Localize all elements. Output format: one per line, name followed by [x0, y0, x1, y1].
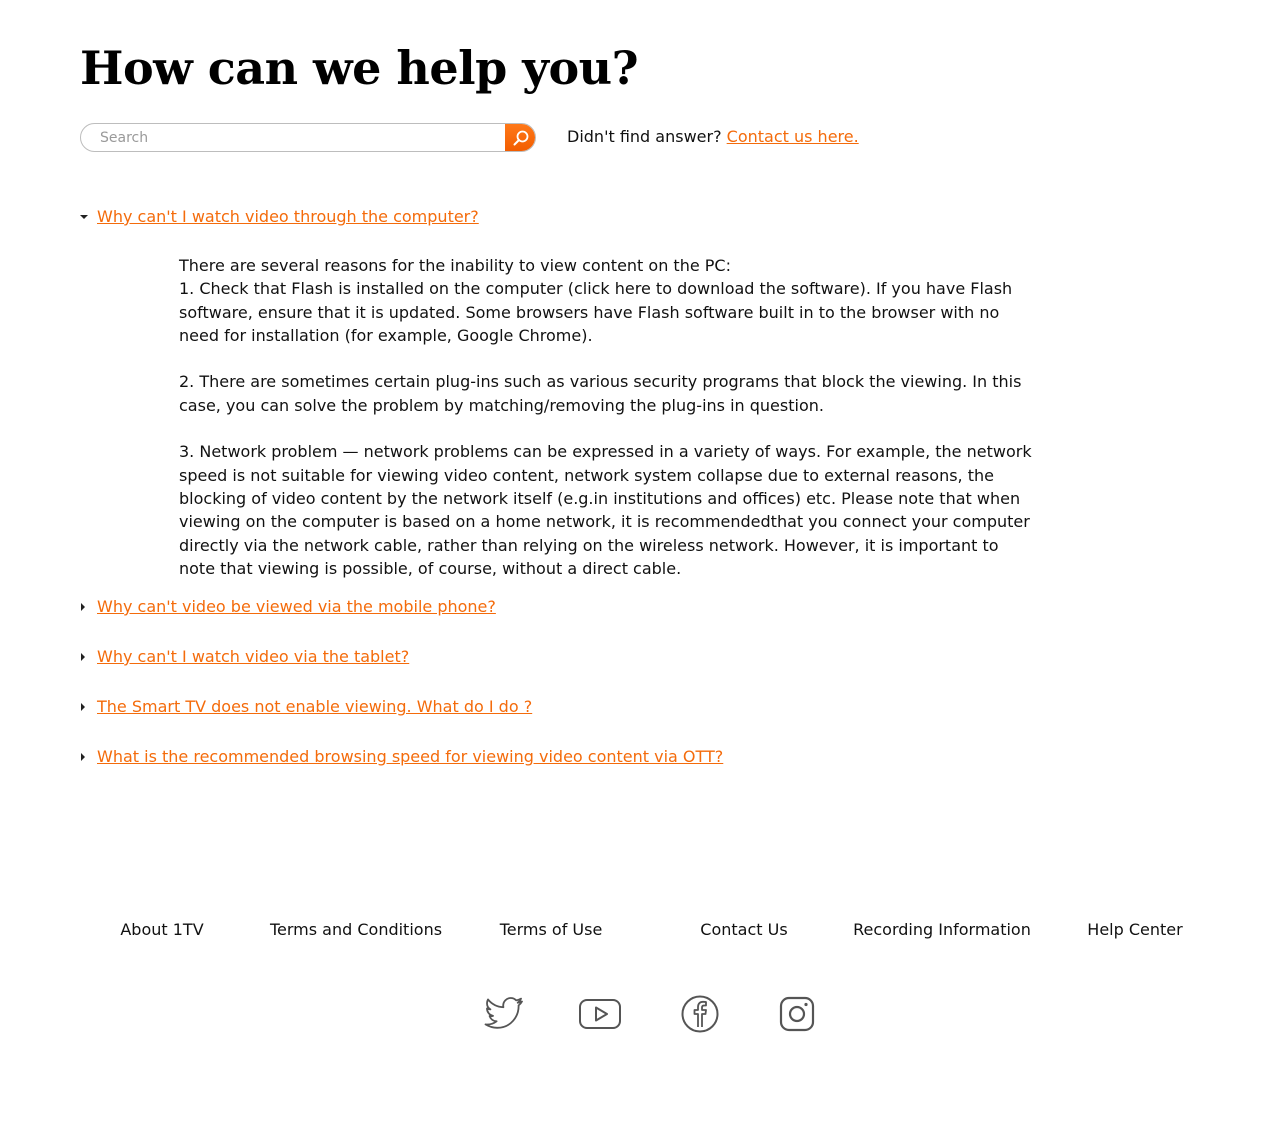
contact-prompt: Didn't find answer?: [567, 127, 722, 146]
answer-point-3: 3. Network problem — network problems can be expressed in a variety of ways. For example, the network speed is not suitable for viewing video content, network system collapse due to external reasons, the blocking of video content by the network itself (e.g.in institutions and offices) etc. Please note that when viewing on the computer is based on a home network, it is recommendedthat you connect your computer directly via the network cable, rather than relying on the wireless network. However, it is important to note that viewing is possible, of course, without a direct cable.: [179, 442, 1032, 578]
faq-question-speed[interactable]: What is the recommended browsing speed for viewing video content via OTT?: [97, 747, 724, 766]
footer-link-help[interactable]: Help Center: [1087, 920, 1183, 939]
twitter-link[interactable]: [482, 994, 526, 1034]
instagram-link[interactable]: [775, 994, 819, 1034]
youtube-link[interactable]: [578, 994, 622, 1034]
search-button[interactable]: [505, 123, 536, 152]
caret-right-icon[interactable]: [81, 753, 85, 761]
answer-intro: There are several reasons for the inability to view content on the PC:: [179, 256, 731, 275]
search-icon: [512, 129, 530, 147]
answer-point-2: 2. There are sometimes certain plug-ins such as various security programs that block the viewing. In this case, you can solve the problem by matching/removing the plug-ins in question.: [179, 372, 1022, 415]
caret-right-icon[interactable]: [81, 653, 85, 661]
page-title: How can we help you?: [80, 41, 639, 95]
footer-link-terms-use[interactable]: Terms of Use: [499, 920, 603, 939]
footer-link-terms-conditions[interactable]: Terms and Conditions: [269, 920, 443, 939]
caret-right-icon[interactable]: [81, 703, 85, 711]
contact-line: [567, 127, 859, 147]
footer-link-about[interactable]: About 1TV: [120, 920, 204, 939]
youtube-icon: [578, 997, 622, 1031]
footer-link-contact[interactable]: Contact Us: [700, 920, 788, 939]
caret-right-icon[interactable]: [81, 603, 85, 611]
answer-point-1: 1. Check that Flash is installed on the computer (click here to download the software). If you have Flash software, ensure that it is updated. Some browsers have Flash software built in to the browser with no need for installation (for example, Google Chrome).: [179, 279, 1013, 345]
faq-question-mobile[interactable]: Why can't video be viewed via the mobile phone?: [97, 597, 496, 616]
instagram-icon: [778, 995, 816, 1033]
faq-question-tablet[interactable]: Why can't I watch video via the tablet?: [97, 647, 410, 666]
facebook-icon: [680, 994, 720, 1034]
faq-question-computer[interactable]: Why can't I watch video through the computer?: [97, 207, 479, 226]
search-box: [80, 123, 536, 152]
twitter-icon: [483, 996, 525, 1032]
search-input[interactable]: [81, 124, 507, 151]
contact-us-link[interactable]: Contact us here.: [726, 127, 859, 146]
footer-link-recording[interactable]: Recording Information: [853, 920, 1031, 939]
facebook-link[interactable]: [678, 994, 722, 1034]
caret-down-icon[interactable]: [80, 215, 88, 219]
faq-answer-computer: [179, 254, 1039, 580]
faq-question-smart-tv[interactable]: The Smart TV does not enable viewing. What do I do ?: [97, 697, 533, 716]
